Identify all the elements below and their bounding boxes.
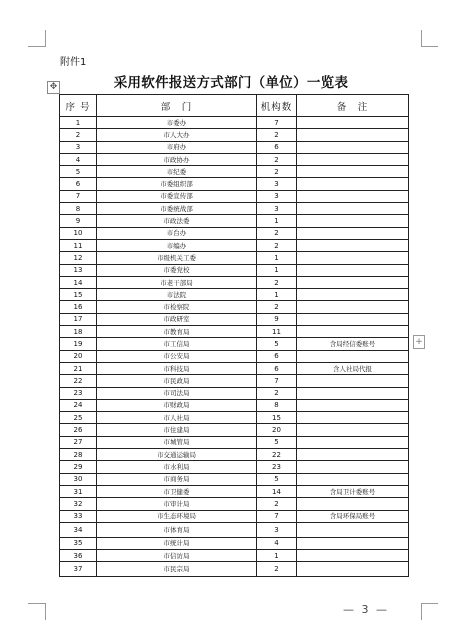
row-note: [297, 522, 409, 537]
table-row: [60, 301, 409, 313]
row-number: 32: [60, 498, 97, 510]
table-row: [60, 141, 409, 153]
table-row: [60, 252, 409, 264]
institution-count: 1: [257, 215, 297, 227]
institution-count: 6: [257, 141, 297, 153]
row-note: [297, 424, 409, 436]
table-body: [60, 117, 409, 577]
table-row: [60, 215, 409, 227]
institution-count: 2: [257, 166, 297, 178]
table-move-handle-icon[interactable]: ✥: [47, 81, 60, 94]
department-name: 市人社局: [97, 412, 257, 424]
institution-count: 2: [257, 562, 297, 577]
institution-count: 3: [257, 190, 297, 202]
department-name: 市科技局: [97, 362, 257, 374]
document-title: 采用软件报送方式部门（单位）一览表: [113, 75, 349, 91]
row-note: 含局卫计委账号: [297, 485, 409, 497]
table-row: [60, 203, 409, 215]
department-name: 市政法委: [97, 215, 257, 227]
row-number: 17: [60, 313, 97, 325]
row-number: 34: [60, 522, 97, 537]
row-note: [297, 412, 409, 424]
crop-mark-bottom-right-v: [421, 603, 422, 620]
department-name: 市编办: [97, 239, 257, 251]
row-number: 13: [60, 264, 97, 276]
institution-count: 2: [257, 301, 297, 313]
row-note: [297, 301, 409, 313]
institution-count: 7: [257, 117, 297, 129]
row-number: 14: [60, 276, 97, 288]
row-number: 4: [60, 153, 97, 165]
crop-mark-top-left-v: [45, 30, 46, 47]
institution-count: 2: [257, 276, 297, 288]
header-count: 机构数: [257, 95, 297, 117]
department-name: 市检察院: [97, 301, 257, 313]
table-row: [60, 227, 409, 239]
institution-count: 3: [257, 522, 297, 537]
department-name: 市交通运输局: [97, 449, 257, 461]
table-row: [60, 473, 409, 485]
department-name: 市住建局: [97, 424, 257, 436]
institution-count: 1: [257, 264, 297, 276]
crop-mark-top-right-v: [421, 30, 422, 47]
row-number: 23: [60, 387, 97, 399]
institution-count: 9: [257, 313, 297, 325]
department-name: 市政研室: [97, 313, 257, 325]
institution-count: 15: [257, 412, 297, 424]
row-note: [297, 227, 409, 239]
department-name: 市生态环境局: [97, 510, 257, 522]
row-note: [297, 141, 409, 153]
institution-count: 3: [257, 203, 297, 215]
row-note: [297, 461, 409, 473]
row-number: 33: [60, 510, 97, 522]
table-row: [60, 239, 409, 251]
institution-count: 5: [257, 338, 297, 350]
table-row: [60, 338, 409, 350]
table-row: [60, 436, 409, 448]
row-note: 含人社局代报: [297, 362, 409, 374]
department-name: 市府办: [97, 141, 257, 153]
department-name: 市老干部局: [97, 276, 257, 288]
institution-count: 6: [257, 350, 297, 362]
row-number: 22: [60, 375, 97, 387]
table-row: [60, 449, 409, 461]
row-note: 含局经信委账号: [297, 338, 409, 350]
row-number: 8: [60, 203, 97, 215]
institution-count: 5: [257, 436, 297, 448]
row-note: 含局环保局账号: [297, 510, 409, 522]
crop-mark-bottom-right-h: [421, 603, 438, 604]
row-note: [297, 399, 409, 411]
crop-mark-bottom-left-v: [45, 603, 46, 620]
department-name: 市司法局: [97, 387, 257, 399]
table-row: [60, 562, 409, 577]
department-name: 市委组织部: [97, 178, 257, 190]
row-number: 6: [60, 178, 97, 190]
institution-count: 4: [257, 537, 297, 549]
institution-count: 3: [257, 178, 297, 190]
department-name: 市委统战部: [97, 203, 257, 215]
table-row: [60, 412, 409, 424]
table-row: [60, 362, 409, 374]
row-note: [297, 117, 409, 129]
table-row: [60, 350, 409, 362]
institution-count: 11: [257, 326, 297, 338]
table-row: [60, 129, 409, 141]
row-number: 18: [60, 326, 97, 338]
header-department: 部 门: [97, 95, 257, 117]
department-name: 市政协办: [97, 153, 257, 165]
institution-count: 8: [257, 399, 297, 411]
row-note: [297, 498, 409, 510]
institution-count: 6: [257, 362, 297, 374]
department-name: 市城管局: [97, 436, 257, 448]
department-name: 市财政局: [97, 399, 257, 411]
row-number: 27: [60, 436, 97, 448]
row-number: 37: [60, 562, 97, 577]
department-name: 市民政局: [97, 375, 257, 387]
department-name: 市体育局: [97, 522, 257, 537]
row-number: 5: [60, 166, 97, 178]
institution-count: 7: [257, 375, 297, 387]
department-name: 市商务局: [97, 473, 257, 485]
row-note: [297, 387, 409, 399]
table-row: [60, 485, 409, 497]
row-note: [297, 203, 409, 215]
institution-count: 2: [257, 129, 297, 141]
row-note: [297, 166, 409, 178]
row-note: [297, 239, 409, 251]
institution-count: 14: [257, 485, 297, 497]
table-row: [60, 375, 409, 387]
attachment-label: 附件1: [60, 57, 87, 68]
department-name: 市教育局: [97, 326, 257, 338]
institution-count: 1: [257, 550, 297, 562]
institution-count: 2: [257, 387, 297, 399]
table-row: [60, 537, 409, 549]
row-note: [297, 449, 409, 461]
row-number: 30: [60, 473, 97, 485]
table-row: [60, 424, 409, 436]
table-row: [60, 399, 409, 411]
row-number: 11: [60, 239, 97, 251]
row-note: [297, 313, 409, 325]
table-row: [60, 166, 409, 178]
crop-mark-top-left-h: [28, 46, 45, 47]
row-note: [297, 562, 409, 577]
department-name: 市信访局: [97, 550, 257, 562]
table-row: [60, 510, 409, 522]
department-name: 市工信局: [97, 338, 257, 350]
header-no: 序 号: [60, 95, 97, 117]
institution-count: 20: [257, 424, 297, 436]
department-name: 市委办: [97, 117, 257, 129]
department-name: 市委宣传部: [97, 190, 257, 202]
institution-count: 2: [257, 227, 297, 239]
table-row: [60, 522, 409, 537]
row-number: 20: [60, 350, 97, 362]
header-note: 备 注: [297, 95, 409, 117]
row-number: 2: [60, 129, 97, 141]
row-number: 19: [60, 338, 97, 350]
institution-count: 1: [257, 252, 297, 264]
department-name: 市水利局: [97, 461, 257, 473]
row-number: 31: [60, 485, 97, 497]
department-name: 市统计局: [97, 537, 257, 549]
department-name: 市纪委: [97, 166, 257, 178]
row-number: 28: [60, 449, 97, 461]
table-row: [60, 276, 409, 288]
table-row: [60, 190, 409, 202]
row-note: [297, 326, 409, 338]
department-name: 市审计局: [97, 498, 257, 510]
row-note: [297, 537, 409, 549]
row-note: [297, 550, 409, 562]
row-note: [297, 153, 409, 165]
table-row: [60, 313, 409, 325]
row-number: 15: [60, 289, 97, 301]
page-number: — 3 —: [343, 603, 389, 616]
table-row: [60, 387, 409, 399]
table-header-row: [60, 95, 409, 117]
table-row: [60, 153, 409, 165]
institution-count: 23: [257, 461, 297, 473]
crop-mark-top-right-h: [421, 46, 438, 47]
department-name: 市卫健委: [97, 485, 257, 497]
row-number: 16: [60, 301, 97, 313]
institution-count: 22: [257, 449, 297, 461]
row-number: 7: [60, 190, 97, 202]
table-row: [60, 498, 409, 510]
table-row: [60, 461, 409, 473]
row-number: 26: [60, 424, 97, 436]
row-number: 36: [60, 550, 97, 562]
row-number: 9: [60, 215, 97, 227]
department-name: 市公安局: [97, 350, 257, 362]
row-note: [297, 190, 409, 202]
institution-count: 2: [257, 498, 297, 510]
row-number: 29: [60, 461, 97, 473]
department-name: 市民宗局: [97, 562, 257, 577]
row-note: [297, 264, 409, 276]
row-number: 3: [60, 141, 97, 153]
table-row: [60, 289, 409, 301]
row-note: [297, 129, 409, 141]
crop-mark-bottom-left-h: [28, 603, 45, 604]
table-row: [60, 178, 409, 190]
row-number: 12: [60, 252, 97, 264]
department-name: 市委党校: [97, 264, 257, 276]
row-number: 25: [60, 412, 97, 424]
institution-count: 1: [257, 289, 297, 301]
table-row: [60, 550, 409, 562]
table-row: [60, 264, 409, 276]
row-note: [297, 276, 409, 288]
row-note: [297, 178, 409, 190]
institution-count: 2: [257, 239, 297, 251]
department-name: 市台办: [97, 227, 257, 239]
add-row-plus-icon[interactable]: +: [413, 335, 425, 349]
table-row: [60, 117, 409, 129]
department-name: 市人大办: [97, 129, 257, 141]
institution-count: 7: [257, 510, 297, 522]
institution-count: 2: [257, 153, 297, 165]
institution-count: 5: [257, 473, 297, 485]
row-number: 21: [60, 362, 97, 374]
row-number: 10: [60, 227, 97, 239]
row-note: [297, 215, 409, 227]
row-note: [297, 473, 409, 485]
row-note: [297, 375, 409, 387]
row-note: [297, 252, 409, 264]
row-number: 35: [60, 537, 97, 549]
department-name: 市法院: [97, 289, 257, 301]
row-number: 24: [60, 399, 97, 411]
table-row: [60, 326, 409, 338]
row-note: [297, 350, 409, 362]
department-name: 市级机关工委: [97, 252, 257, 264]
row-note: [297, 289, 409, 301]
row-note: [297, 436, 409, 448]
row-number: 1: [60, 117, 97, 129]
department-table: [59, 94, 409, 577]
